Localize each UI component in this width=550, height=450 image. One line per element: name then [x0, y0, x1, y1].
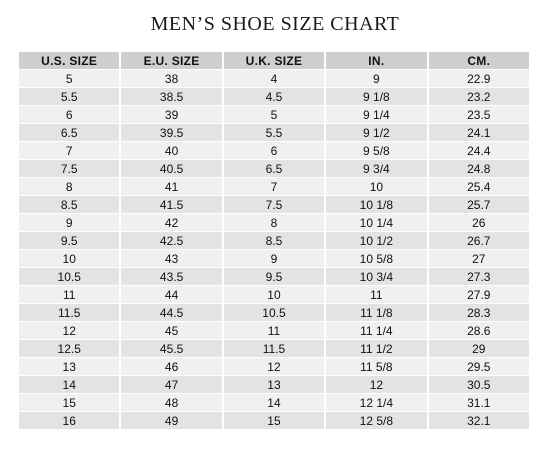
table-cell: 12: [326, 376, 426, 393]
table-row: [19, 88, 529, 105]
table-cell: 15: [19, 394, 119, 411]
table-cell: 11.5: [224, 340, 324, 357]
table-cell: 5: [224, 106, 324, 123]
table-cell: 11: [19, 286, 119, 303]
table-row: [19, 214, 529, 231]
table-cell: 9 3/4: [326, 160, 426, 177]
table-cell: 8.5: [19, 196, 119, 213]
table-cell: 22.9: [429, 70, 529, 87]
column-header: U.S. SIZE: [19, 52, 119, 69]
table-cell: 11 1/2: [326, 340, 426, 357]
table-cell: 9: [19, 214, 119, 231]
table-row: [19, 196, 529, 213]
table-cell: 32.1: [429, 412, 529, 429]
table-cell: 11 1/8: [326, 304, 426, 321]
table-cell: 23.2: [429, 88, 529, 105]
table-cell: 40.5: [121, 160, 221, 177]
table-cell: 27.3: [429, 268, 529, 285]
table-cell: 10: [326, 178, 426, 195]
table-cell: 10 1/2: [326, 232, 426, 249]
table-cell: 24.8: [429, 160, 529, 177]
table-cell: 12: [19, 322, 119, 339]
table-row: [19, 124, 529, 141]
table-cell: 10 1/8: [326, 196, 426, 213]
table-row: [19, 340, 529, 357]
table-cell: 29.5: [429, 358, 529, 375]
table-cell: 9.5: [19, 232, 119, 249]
table-row: [19, 250, 529, 267]
table-cell: 5.5: [224, 124, 324, 141]
table-cell: 23.5: [429, 106, 529, 123]
column-header: E.U. SIZE: [121, 52, 221, 69]
table-cell: 12 1/4: [326, 394, 426, 411]
table-cell: 7: [19, 142, 119, 159]
table-row: [19, 358, 529, 375]
table-body: [19, 70, 529, 429]
table-cell: 6: [19, 106, 119, 123]
table-cell: 9 1/2: [326, 124, 426, 141]
table-cell: 41.5: [121, 196, 221, 213]
table-cell: 8.5: [224, 232, 324, 249]
column-header: CM.: [429, 52, 529, 69]
table-cell: 10 3/4: [326, 268, 426, 285]
table-cell: 12 5/8: [326, 412, 426, 429]
table-cell: 38.5: [121, 88, 221, 105]
table-cell: 25.7: [429, 196, 529, 213]
table-cell: 10.5: [224, 304, 324, 321]
table-cell: 44: [121, 286, 221, 303]
table-cell: 30.5: [429, 376, 529, 393]
table-cell: 9: [224, 250, 324, 267]
table-cell: 4.5: [224, 88, 324, 105]
table-cell: 26: [429, 214, 529, 231]
table-cell: 46: [121, 358, 221, 375]
table-cell: 5.5: [19, 88, 119, 105]
table-cell: 40: [121, 142, 221, 159]
table-cell: 39: [121, 106, 221, 123]
header-row: [19, 52, 529, 69]
table-cell: 14: [224, 394, 324, 411]
table-cell: 7: [224, 178, 324, 195]
table-cell: 9.5: [224, 268, 324, 285]
table-cell: 49: [121, 412, 221, 429]
table-cell: 14: [19, 376, 119, 393]
table-cell: 15: [224, 412, 324, 429]
table-cell: 10: [224, 286, 324, 303]
table-row: [19, 268, 529, 285]
table-cell: 9 5/8: [326, 142, 426, 159]
column-header: IN.: [326, 52, 426, 69]
table-row: [19, 70, 529, 87]
table-cell: 11: [326, 286, 426, 303]
table-row: [19, 286, 529, 303]
table-row: [19, 160, 529, 177]
table-cell: 27.9: [429, 286, 529, 303]
table-cell: 28.6: [429, 322, 529, 339]
table-cell: 29: [429, 340, 529, 357]
table-row: [19, 412, 529, 429]
table-cell: 28.3: [429, 304, 529, 321]
table-cell: 39.5: [121, 124, 221, 141]
table-cell: 9 1/8: [326, 88, 426, 105]
table-row: [19, 394, 529, 411]
table-cell: 12.5: [19, 340, 119, 357]
table-row: [19, 232, 529, 249]
table-cell: 10 5/8: [326, 250, 426, 267]
page-title: MEN’S SHOE SIZE CHART: [150, 13, 400, 35]
table-cell: 7.5: [224, 196, 324, 213]
table-cell: 41: [121, 178, 221, 195]
table-cell: 47: [121, 376, 221, 393]
table-cell: 11 5/8: [326, 358, 426, 375]
column-header: U.K. SIZE: [224, 52, 324, 69]
table-cell: 8: [224, 214, 324, 231]
table-row: [19, 106, 529, 123]
table-cell: 5: [19, 70, 119, 87]
table-cell: 9 1/4: [326, 106, 426, 123]
table-cell: 16: [19, 412, 119, 429]
table-row: [19, 376, 529, 393]
table-row: [19, 322, 529, 339]
table-cell: 44.5: [121, 304, 221, 321]
table-cell: 25.4: [429, 178, 529, 195]
table-cell: 6: [224, 142, 324, 159]
table-cell: 6.5: [224, 160, 324, 177]
table-cell: 7.5: [19, 160, 119, 177]
table-cell: 24.4: [429, 142, 529, 159]
table-cell: 10 1/4: [326, 214, 426, 231]
table-cell: 12: [224, 358, 324, 375]
table-cell: 6.5: [19, 124, 119, 141]
table-cell: 13: [19, 358, 119, 375]
table-cell: 13: [224, 376, 324, 393]
table-row: [19, 142, 529, 159]
table-cell: 11: [224, 322, 324, 339]
table-cell: 42: [121, 214, 221, 231]
table-cell: 11 1/4: [326, 322, 426, 339]
table-cell: 27: [429, 250, 529, 267]
table-cell: 4: [224, 70, 324, 87]
table-cell: 48: [121, 394, 221, 411]
table-cell: 43: [121, 250, 221, 267]
table-cell: 10: [19, 250, 119, 267]
table-cell: 10.5: [19, 268, 119, 285]
table-cell: 9: [326, 70, 426, 87]
table-cell: 31.1: [429, 394, 529, 411]
table-cell: 42.5: [121, 232, 221, 249]
table-cell: 26.7: [429, 232, 529, 249]
table-cell: 38: [121, 70, 221, 87]
table-cell: 11.5: [19, 304, 119, 321]
table-cell: 45: [121, 322, 221, 339]
table-cell: 45.5: [121, 340, 221, 357]
table-row: [19, 178, 529, 195]
table-row: [19, 304, 529, 321]
table-cell: 8: [19, 178, 119, 195]
table-cell: 43.5: [121, 268, 221, 285]
shoe-size-table: [17, 51, 531, 430]
table-cell: 24.1: [429, 124, 529, 141]
